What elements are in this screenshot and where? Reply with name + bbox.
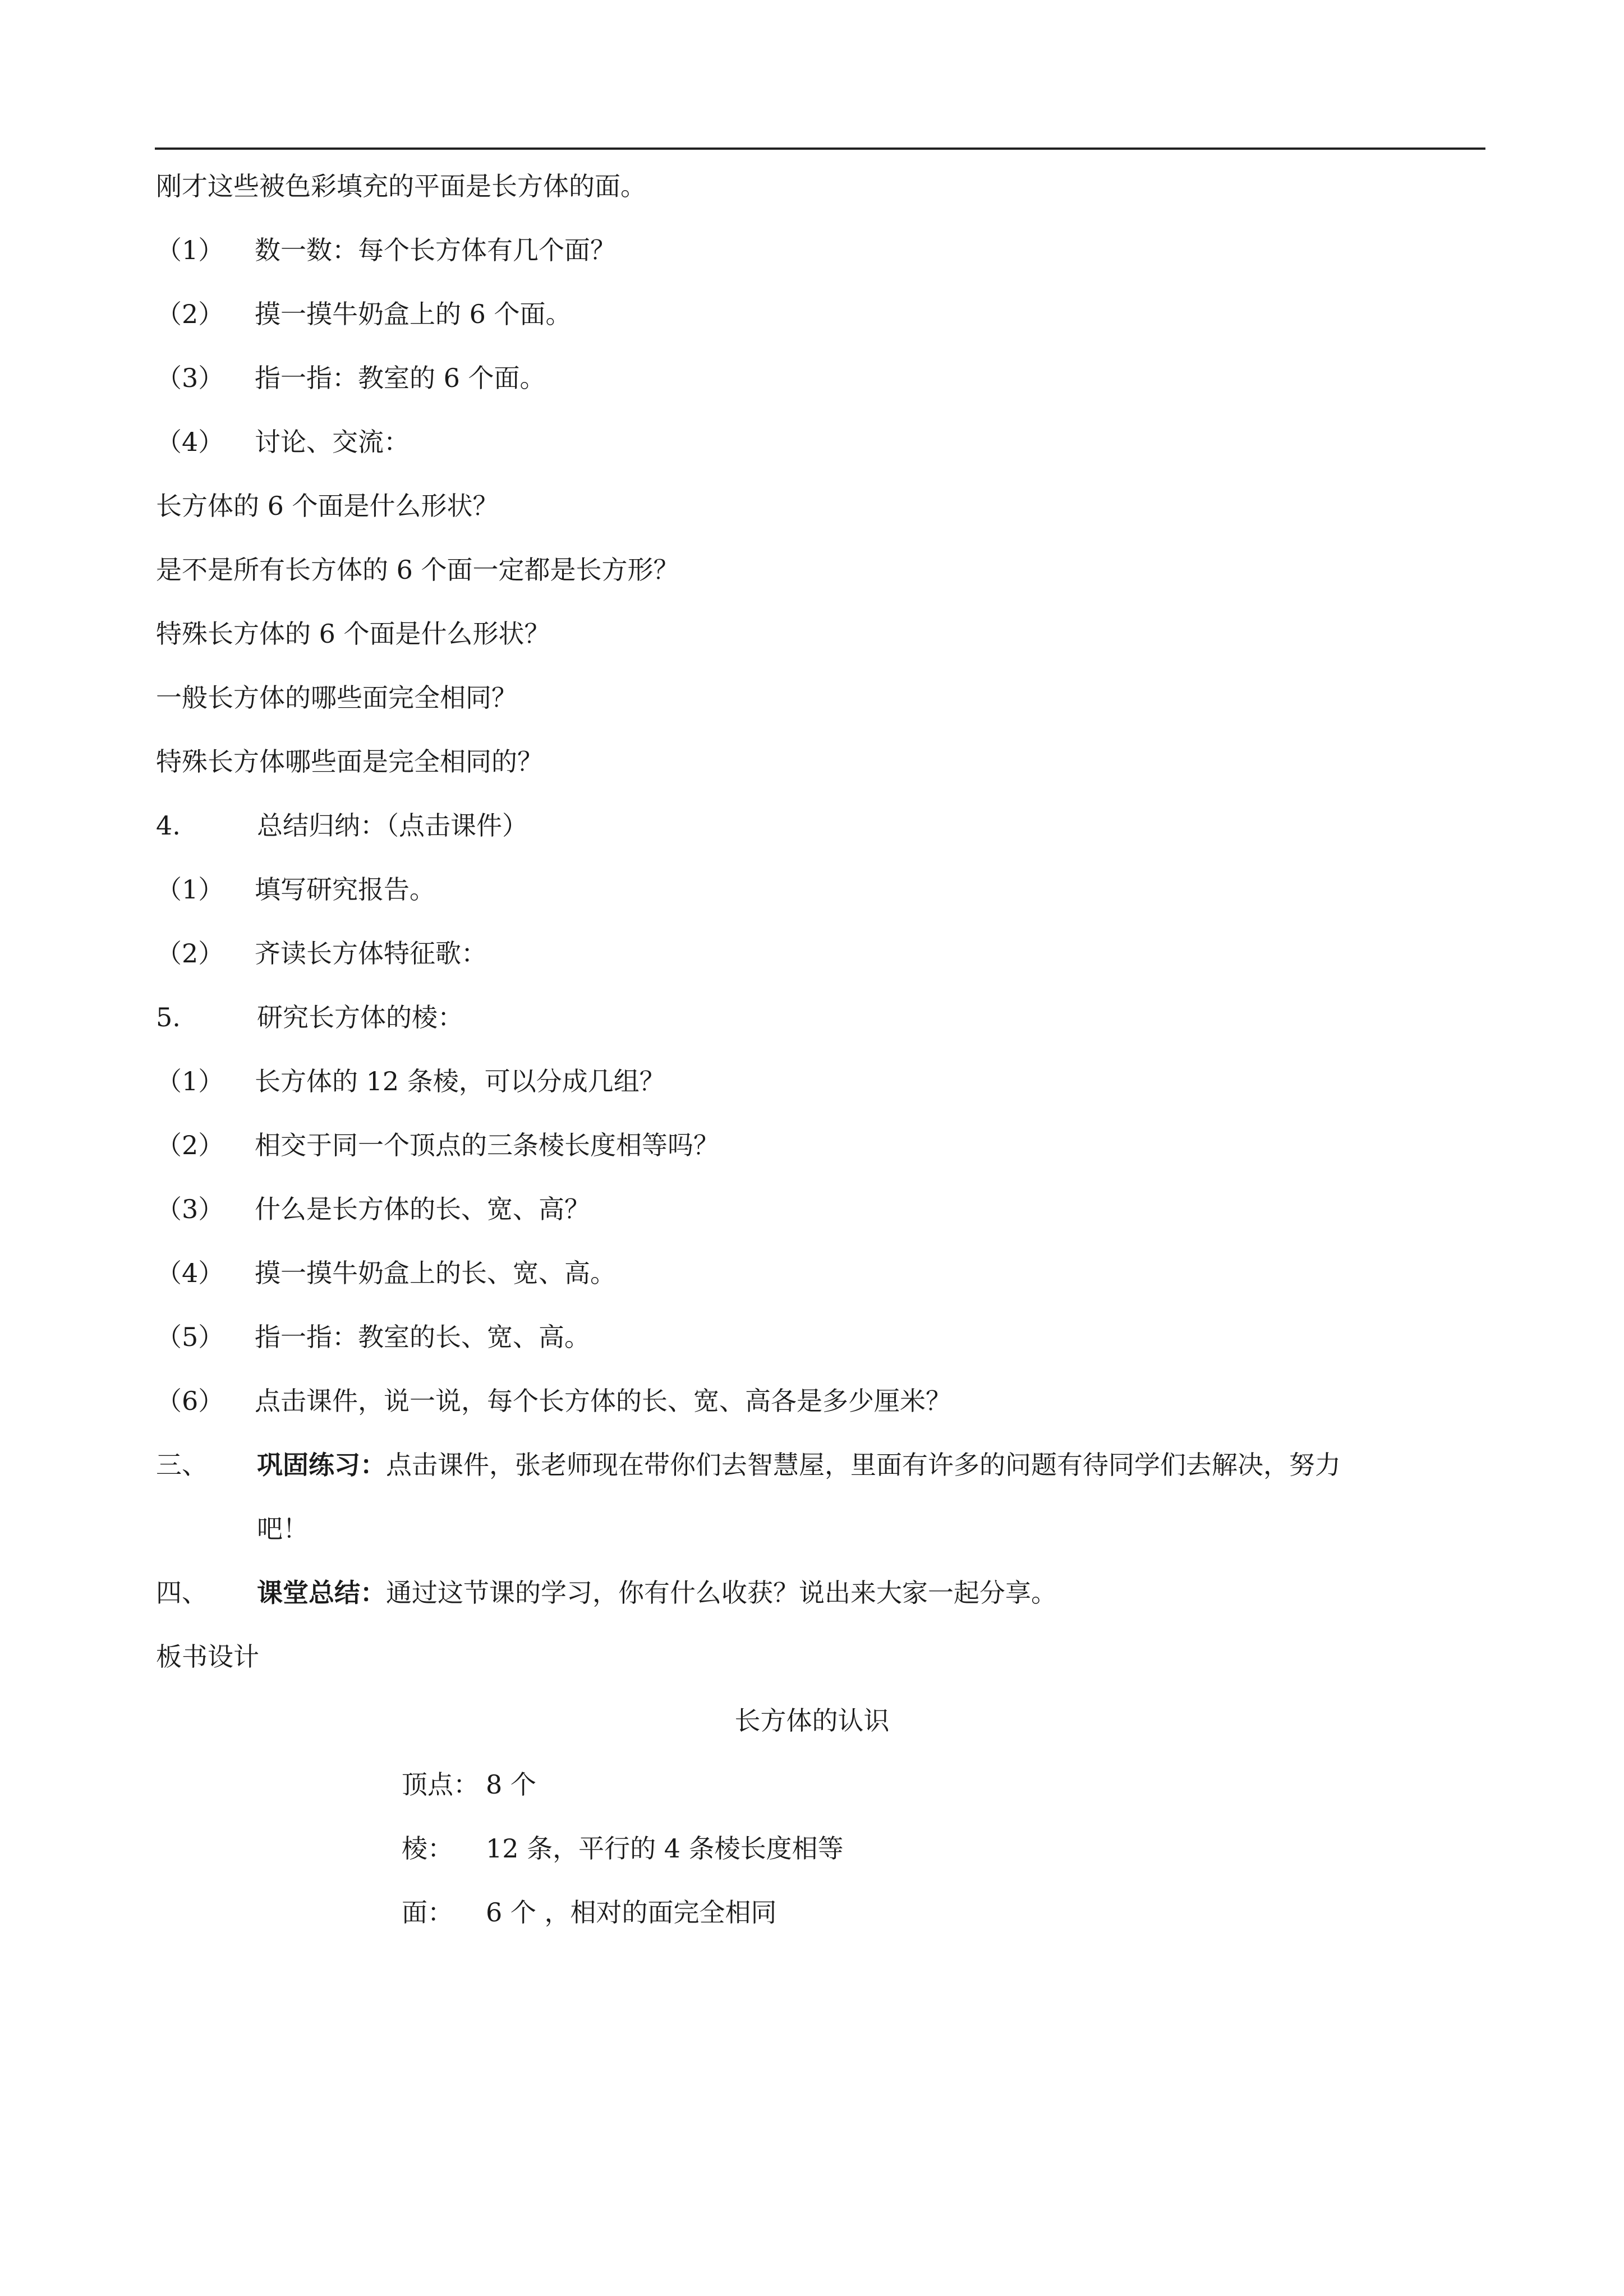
item-number: （1）: [156, 235, 224, 265]
item-number: （5）: [156, 1322, 224, 1352]
list-item: [156, 937, 487, 970]
board-label: 顶点：: [402, 1769, 479, 1800]
item-text: 长方体的 12 条棱，可以分成几组？: [255, 1066, 665, 1096]
item-text: 摸一摸牛奶盒上的长、宽、高。: [255, 1258, 616, 1288]
item-number: （1）: [156, 1066, 224, 1096]
item-number: （1）: [156, 874, 224, 905]
section-heading: 巩固练习：: [257, 1450, 386, 1480]
section-heading: 课堂总结：: [257, 1578, 386, 1608]
section-3: [156, 1448, 1341, 1482]
item-number: （3）: [156, 363, 224, 393]
list-item: [156, 425, 410, 459]
item-number: （2）: [156, 299, 224, 329]
step-number: 5.: [156, 1002, 181, 1032]
section-3-continuation: 吧！: [257, 1514, 309, 1544]
board-value: 12 条，平行的 4 条棱长度相等: [486, 1833, 844, 1864]
step-number: 4.: [156, 810, 181, 841]
intro-text: 刚才这些被色彩填充的平面是长方体的面。: [156, 171, 646, 201]
board-heading: 板书设计: [156, 1642, 259, 1672]
list-item: [156, 233, 616, 267]
question-line: 特殊长方体的 6 个面是什么形状？: [156, 619, 550, 649]
step-text: 总结归纳：（点击课件）: [257, 810, 528, 841]
list-item: [156, 873, 435, 906]
list-item: [156, 1128, 719, 1162]
list-item: [156, 1256, 616, 1290]
item-number: （4）: [156, 427, 224, 457]
list-item: [156, 1064, 665, 1098]
item-text: 填写研究报告。: [255, 874, 435, 905]
board-label: 棱：: [402, 1833, 453, 1864]
section-number: 四、: [156, 1578, 208, 1608]
item-text: 摸一摸牛奶盒上的 6 个面。: [255, 299, 572, 329]
list-item: [156, 297, 572, 331]
item-text: 指一指：教室的 6 个面。: [255, 363, 546, 393]
header-rule: [155, 147, 1485, 150]
section-4: [156, 1576, 1057, 1610]
board-title: 长方体的认识: [734, 1705, 890, 1736]
section-text: 通过这节课的学习，你有什么收获？说出来大家一起分享。: [386, 1578, 1057, 1608]
list-item: [156, 1320, 590, 1354]
item-number: （2）: [156, 938, 224, 969]
section-number: 三、: [156, 1450, 208, 1480]
board-label: 面：: [402, 1897, 453, 1928]
item-text: 讨论、交流：: [255, 427, 410, 457]
item-number: （4）: [156, 1258, 224, 1288]
question-line: 特殊长方体哪些面是完全相同的？: [156, 746, 543, 777]
item-number: （6）: [156, 1386, 224, 1416]
step-4: [156, 809, 528, 842]
item-number: （3）: [156, 1194, 224, 1224]
question-line: 一般长方体的哪些面完全相同？: [156, 683, 517, 713]
item-text: 齐读长方体特征歌：: [255, 938, 487, 969]
item-text: 指一指：教室的长、宽、高。: [255, 1322, 590, 1352]
board-row-faces: [402, 1896, 777, 1929]
item-number: （2）: [156, 1130, 224, 1160]
board-value: 6 个 ，相对的面完全相同: [486, 1897, 777, 1928]
item-text: 数一数：每个长方体有几个面？: [255, 235, 616, 265]
board-row-vertices: [402, 1768, 536, 1801]
item-text: 什么是长方体的长、宽、高？: [255, 1194, 590, 1224]
list-item: [156, 361, 546, 395]
list-item: [156, 1192, 590, 1226]
board-value: 8 个: [486, 1769, 536, 1800]
step-text: 研究长方体的棱：: [257, 1002, 463, 1032]
list-item: [156, 1384, 951, 1418]
intro-line: [156, 169, 646, 203]
section-text: 点击课件，张老师现在带你们去智慧屋，里面有许多的问题有待同学们去解决，努力: [386, 1450, 1341, 1480]
question-line: 长方体的 6 个面是什么形状？: [156, 491, 499, 521]
question-line: 是不是所有长方体的 6 个面一定都是长方形？: [156, 555, 679, 585]
step-5: [156, 1001, 463, 1034]
item-text: 相交于同一个顶点的三条棱长度相等吗？: [255, 1130, 719, 1160]
item-text: 点击课件，说一说，每个长方体的长、宽、高各是多少厘米？: [255, 1386, 951, 1416]
board-row-edges: [402, 1832, 844, 1865]
